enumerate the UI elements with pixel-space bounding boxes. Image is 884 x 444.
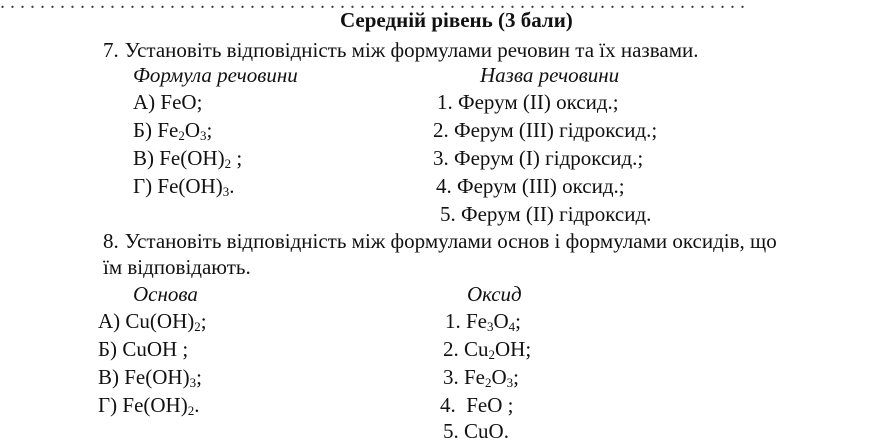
q7-left-item-a: А) FeO; [133,90,203,114]
q7-question [103,38,698,62]
q8-left-item-d: Г) $Fe(OH)_2$. [98,393,200,418]
q7-right-header: Назва речовини [480,63,620,87]
q7-left-header: Формула речовини [133,63,298,87]
q8-text-line2: їм відповідають. [103,255,251,279]
q8-right-item-1: 1. $Fe_3O_4$; [445,309,522,334]
q7-right-item-1: 1. Ферум (ІІ) оксид.; [437,90,619,114]
section-title: Середній рівень (3 бали) [340,8,573,32]
q7-left-item-c: В) $Fe(OH)_2$ ; [133,146,243,171]
cropped-previous-line: . . . . . . . . . . . . . . . . . . . . . . . . . . . . . . . . . . . . . . . . . . . . . . . . . . . . . . . . . . . . . . . . . . . . . . . . . . . [0,0,745,13]
q8-left-item-c: В) $Fe(OH)_3$; [98,365,202,390]
q7-right-item-3: 3. Ферум (І) гідроксид.; [433,146,644,170]
q7-left-item-d: Г) $Fe(OH)_3$. [133,174,235,199]
q8-question-line1 [103,229,777,253]
q8-right-item-3: 3. $Fe_2O_3$; [443,365,520,390]
q8-left-item-b: Б) CuOH ; [98,337,189,361]
q8-number: 8. [103,229,119,253]
q7-number: 7. [103,38,119,62]
q8-left-item-a: А) $Cu(OH)_2$; [98,309,207,334]
q8-right-item-4: 4. FeO ; [440,393,514,417]
q7-left-item-b: Б) $Fe_2O_3$; [133,118,213,143]
q8-right-item-2: 2. $Cu_2OH$; [443,337,532,362]
q8-text-line1: Установіть відповідність між формулами основ і формулами оксидів, що [124,229,777,253]
q8-right-header: Оксид [467,282,522,306]
q7-right-item-4: 4. Ферум (ІІІ) оксид.; [436,174,625,198]
q7-text: Установіть відповідність між формулами речовин та їх назвами. [124,38,699,62]
q7-right-item-5: 5. Ферум (ІІ) гідроксид. [440,202,652,226]
q8-left-header: Основа [133,282,198,306]
q8-right-item-5: 5. CuO. [443,419,509,443]
q7-right-item-2: 2. Ферум (ІІІ) гідроксид.; [433,118,658,142]
